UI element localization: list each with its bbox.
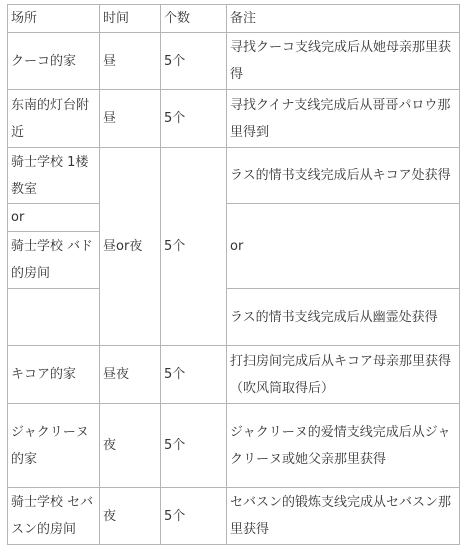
cell-note: 寻找クーコ支线完成后从她母亲那里获得	[227, 33, 460, 90]
cell-time: 昼夜	[100, 346, 161, 404]
table-row	[8, 404, 460, 488]
table-row	[8, 204, 460, 232]
cell-note: ラス的情书支线完成后从キコア处获得	[227, 148, 460, 204]
item-location-table	[7, 4, 460, 545]
cell-note: 寻找クイナ支线完成后从哥哥パロウ那里得到	[227, 90, 460, 148]
table-row	[8, 346, 460, 404]
cell-count: 5个	[161, 346, 227, 404]
cell-count: 5个	[161, 488, 227, 545]
cell-time: 昼or夜	[100, 148, 161, 346]
cell-place: 骑士学校 1楼教室	[8, 148, 100, 204]
cell-place: ジャクリーヌ的家	[8, 404, 100, 488]
cell-place: クーコ的家	[8, 33, 100, 90]
cell-note: ラス的情书支线完成后从幽霊处获得	[227, 289, 460, 346]
cell-place-empty	[8, 289, 100, 346]
table-row	[8, 488, 460, 545]
cell-place: 骑士学校 セバスン的房间	[8, 488, 100, 545]
cell-place: 东南的灯台附近	[8, 90, 100, 148]
cell-note: 打扫房间完成后从キコア母亲那里获得（吹风筒取得后）	[227, 346, 460, 404]
table-row	[8, 289, 460, 346]
cell-count: 5个	[161, 404, 227, 488]
table-row	[8, 148, 460, 204]
header-count: 个数	[161, 5, 227, 33]
table-row	[8, 90, 460, 148]
cell-time: 夜	[100, 488, 161, 545]
cell-count: 5个	[161, 33, 227, 90]
cell-time: 昼	[100, 90, 161, 148]
cell-note: ジャクリーヌ的爱情支线完成后从ジャクリーヌ或她父亲那里获得	[227, 404, 460, 488]
cell-note: or	[227, 204, 460, 289]
cell-count: 5个	[161, 90, 227, 148]
header-note: 备注	[227, 5, 460, 33]
cell-time: 昼	[100, 33, 161, 90]
cell-place: or	[8, 204, 100, 232]
cell-count: 5个	[161, 148, 227, 346]
cell-note: セバスン的锻炼支线完成从セバスン那里获得	[227, 488, 460, 545]
table-header-row	[8, 5, 460, 33]
cell-place: 骑士学校 バド的房间	[8, 232, 100, 289]
header-place: 场所	[8, 5, 100, 33]
header-time: 时间	[100, 5, 161, 33]
cell-time: 夜	[100, 404, 161, 488]
table-row	[8, 33, 460, 90]
cell-place: キコア的家	[8, 346, 100, 404]
